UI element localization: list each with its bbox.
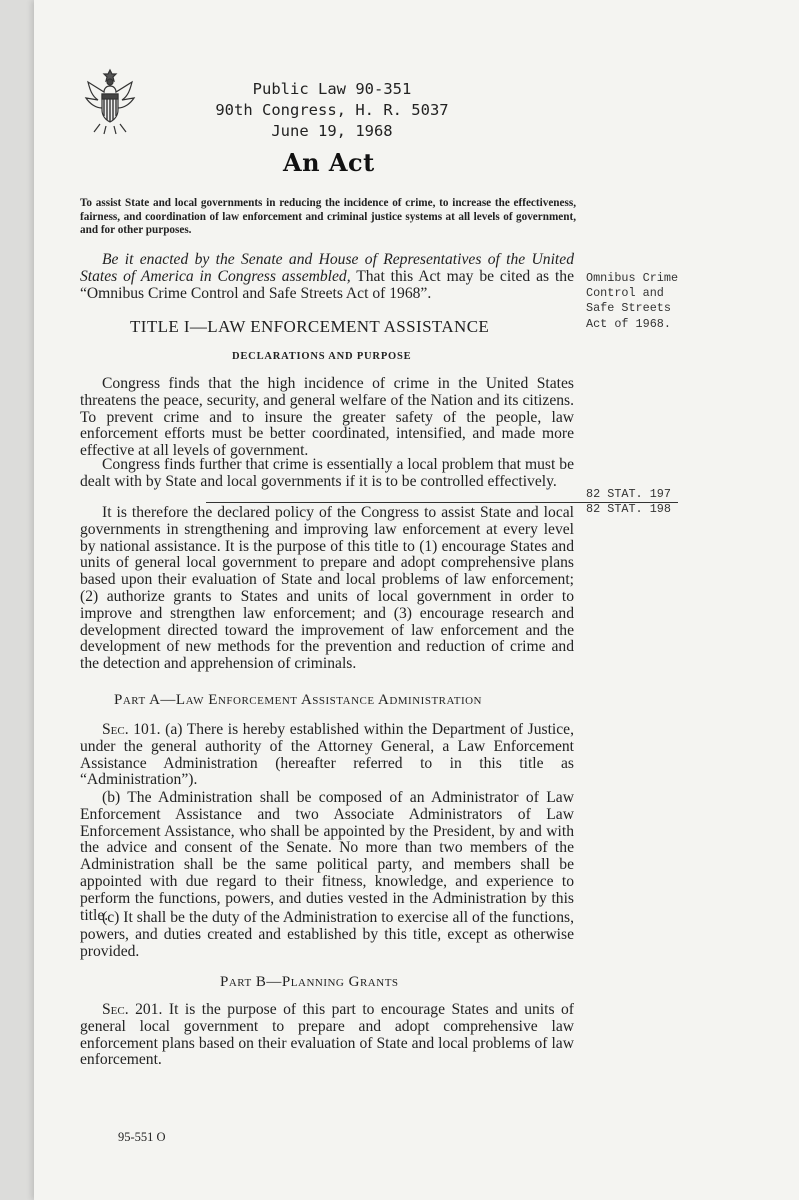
margin-note-line: Safe Streets <box>586 301 671 316</box>
findings-paragraph-1: Congress finds that the high incidence of crime in the United States threatens the peace, security, and general welfare of the Nation and its citizens. To prevent crime and to insure the greater safety of the people, law enforcement efforts must be better coordinated, intensified, and made more effective at all levels of government. <box>80 375 574 460</box>
enactment-date: June 19, 1968 <box>271 122 393 140</box>
enacting-clause-rest: That this Act may be cited as the “Omnibus Crime Control and Safe Streets Act of 1968”. <box>80 267 574 302</box>
part-b-heading: Part B—Planning Grants <box>220 974 399 990</box>
declarations-heading: DECLARATIONS AND PURPOSE <box>232 351 412 362</box>
sec-101-a <box>80 722 574 789</box>
sec-201 <box>80 1002 574 1069</box>
great-seal-eagle-icon <box>78 64 142 138</box>
sec-201-text: It is the purpose of this part to encourage States and units of general local government to prepare and adopt comprehensive law enforcement plans based on their evaluation of State and local problems of law enforcement. <box>80 1001 574 1069</box>
policy-paragraph: It is therefore the declared policy of the Congress to assist State and local governments in strengthening and improving law enforcement at every level by national assistance. It is the purpose of this title to (1) encourage States and units of general local government to prepare and adopt comprehensive plans based upon their evaluation of State and local problems of law enforcement; (2) authorize grants to States and units of local government in order to improve and strengthen law enforcement; and (3) encourage research and development directed toward the improvement of law enforcement and the development of new methods for the prevention and reduction of crime and the detection and apprehension of criminals. <box>80 504 574 673</box>
sec-101-a-text: (a) There is hereby established within the Department of Justice, under the general authority of the Attorney General, a Law Enforcement Assistance Administration (hereafter referred to in this title as “Administration”). <box>80 721 574 789</box>
margin-stat-197: 82 STAT. 197 <box>586 487 671 501</box>
findings-paragraph-2: Congress finds further that crime is essentially a local problem that must be dealt with by State and local governments if it is to be controlled effectively. <box>80 456 574 490</box>
enacting-clause-italic: Be it enacted by the Senate and House of Representatives of the United States of America in Congress assembled, <box>80 251 574 285</box>
document-page <box>34 0 799 1200</box>
margin-stat-198: 82 STAT. 198 <box>586 502 671 516</box>
sec-101-b: (b) The Administration shall be composed of an Administrator of Law Enforcement Assistance and two Associate Administrators of Law Enforcement Assistance, who shall be appointed by the President, by and with the advice and consent of the Senate. No more than two members of the Administration shall be the same political party, and members shall be appointed with due regard to their fitness, knowledge, and experience to perform the functions, powers, and duties vested in the Administration by this title. <box>80 789 574 924</box>
sec-201-label: Sec. 201. <box>102 1001 163 1018</box>
gpo-job-number: 95-551 O <box>118 1130 166 1144</box>
public-law-number: Public Law 90-351 <box>252 80 412 98</box>
sec-101-c: (c) It shall be the duty of the Administration to exercise all of the functions, powers, and duties created and established by this title, except as otherwise provided. <box>80 909 574 960</box>
sec-101-label: Sec. 101. <box>102 721 161 738</box>
congress-bill-number: 90th Congress, H. R. 5037 <box>215 101 449 119</box>
margin-note-line: Control and <box>586 286 664 301</box>
margin-note-line: Act of 1968. <box>586 316 671 331</box>
margin-note-short-title <box>586 271 696 332</box>
act-heading: An Act <box>283 148 375 177</box>
title-heading: TITLE I—LAW ENFORCEMENT ASSISTANCE <box>130 317 490 336</box>
act-purpose: To assist State and local governments in reducing the incidence of crime, to increase the effectiveness, fairness, and coordination of law enforcement and criminal justice systems at all levels of government, and for other purposes. <box>80 197 576 237</box>
margin-note-line: Omnibus Crime <box>586 271 679 285</box>
part-a-heading: Part A—Law Enforcement Assistance Administration <box>114 692 482 708</box>
enacting-clause <box>80 252 574 302</box>
